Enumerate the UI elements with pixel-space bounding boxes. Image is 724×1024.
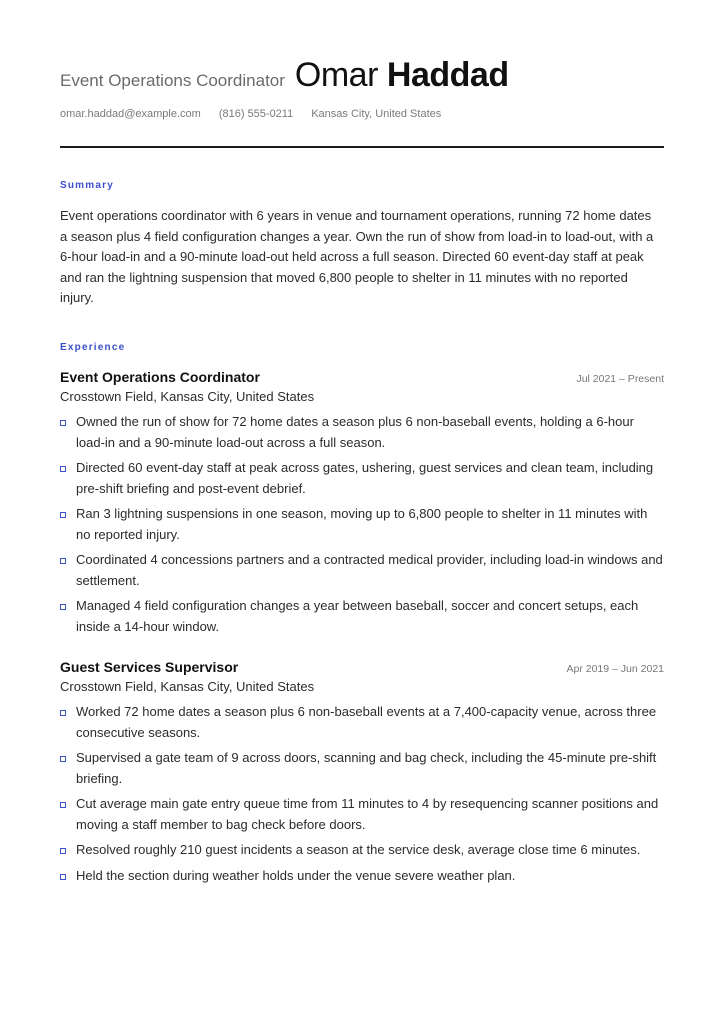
list-item xyxy=(60,458,664,499)
bullet-text: Supervised a gate team of 9 across doors, scanning and bag check, including the 45-minute pre-shift briefing. xyxy=(76,750,657,786)
contact-row xyxy=(60,108,664,120)
job-title: Guest Services Supervisor xyxy=(60,659,239,675)
bullet-text: Managed 4 field configuration changes a year between baseball, soccer and concert setups, each inside a 14-hour window. xyxy=(76,598,639,634)
square-bullet-icon xyxy=(60,802,66,808)
job-header xyxy=(60,659,664,675)
square-bullet-icon xyxy=(60,420,66,426)
contact-phone[interactable]: (816) 555-0211 xyxy=(218,108,294,120)
square-bullet-icon xyxy=(60,466,66,472)
role-title: Event Operations Coordinator xyxy=(60,71,285,90)
job-bullets xyxy=(60,702,664,886)
square-bullet-icon xyxy=(60,756,66,762)
job-company: Crosstown Field, Kansas City, United States xyxy=(60,389,315,404)
square-bullet-icon xyxy=(60,874,66,880)
experience-heading: Experience xyxy=(60,342,126,353)
bullet-text: Owned the run of show for 72 home dates a season plus 6 non-baseball events, holding a 6-hour load-in and a 90-minute load-out across a full season. xyxy=(76,414,634,450)
job-dates: Jul 2021 – Present xyxy=(576,373,664,385)
list-item xyxy=(60,748,664,789)
job-bullets xyxy=(60,412,664,637)
bullet-text: Coordinated 4 concessions partners and a contracted medical provider, including load-in windows and settlement. xyxy=(76,552,663,588)
summary-heading: Summary xyxy=(60,180,114,191)
job-header xyxy=(60,369,664,385)
list-item xyxy=(60,504,664,545)
contact-location: Kansas City, United States xyxy=(311,108,442,120)
first-name: Omar xyxy=(294,56,378,94)
list-item xyxy=(60,550,664,591)
bullet-text: Held the section during weather holds under the venue severe weather plan. xyxy=(76,867,516,883)
bullet-text: Directed 60 event-day staff at peak across gates, ushering, guest services and clean team, including pre-shift briefing and post-event debrief. xyxy=(76,460,654,496)
bullet-text: Resolved roughly 210 guest incidents a season at the service desk, average close time 6 minutes. xyxy=(76,842,641,857)
square-bullet-icon xyxy=(60,558,66,564)
resume-header xyxy=(60,56,664,120)
square-bullet-icon xyxy=(60,512,66,518)
list-item xyxy=(60,702,664,743)
job-dates: Apr 2019 – Jun 2021 xyxy=(566,663,664,675)
job-entry xyxy=(60,369,664,642)
job-title: Event Operations Coordinator xyxy=(60,369,260,385)
list-item xyxy=(60,794,664,835)
square-bullet-icon xyxy=(60,604,66,610)
job-entry xyxy=(60,659,664,891)
square-bullet-icon xyxy=(60,848,66,854)
job-company: Crosstown Field, Kansas City, United States xyxy=(60,679,315,694)
list-item xyxy=(60,866,664,887)
last-name: Haddad xyxy=(386,56,509,94)
bullet-text: Cut average main gate entry queue time from 11 minutes to 4 by resequencing scanner positions and moving a staff member to bag check before doors. xyxy=(76,796,659,832)
contact-email[interactable]: omar.haddad@example.com xyxy=(60,108,201,120)
summary-text: Event operations coordinator with 6 years in venue and tournament operations, running 72 home dates a season plus 4 field configuration changes a year. Own the run of show from load-in to load-out, with a 6-hour load-in and a 90-minute load-out held across a full season. Directed 60 event-day staff at peak and ran the lightning suspension that moved 6,800 people to shelter in 11 minutes with no reported injury. xyxy=(60,208,654,305)
list-item xyxy=(60,596,664,637)
name-row xyxy=(60,56,664,95)
list-item xyxy=(60,412,664,453)
header-divider xyxy=(60,146,664,148)
bullet-text: Worked 72 home dates a season plus 6 non-baseball events at a 7,400-capacity venue, across three consecutive seasons. xyxy=(76,704,657,740)
list-item xyxy=(60,840,664,861)
bullet-text: Ran 3 lightning suspensions in one season, moving up to 6,800 people to shelter in 11 minutes with no reported injury. xyxy=(76,506,648,542)
square-bullet-icon xyxy=(60,710,66,716)
